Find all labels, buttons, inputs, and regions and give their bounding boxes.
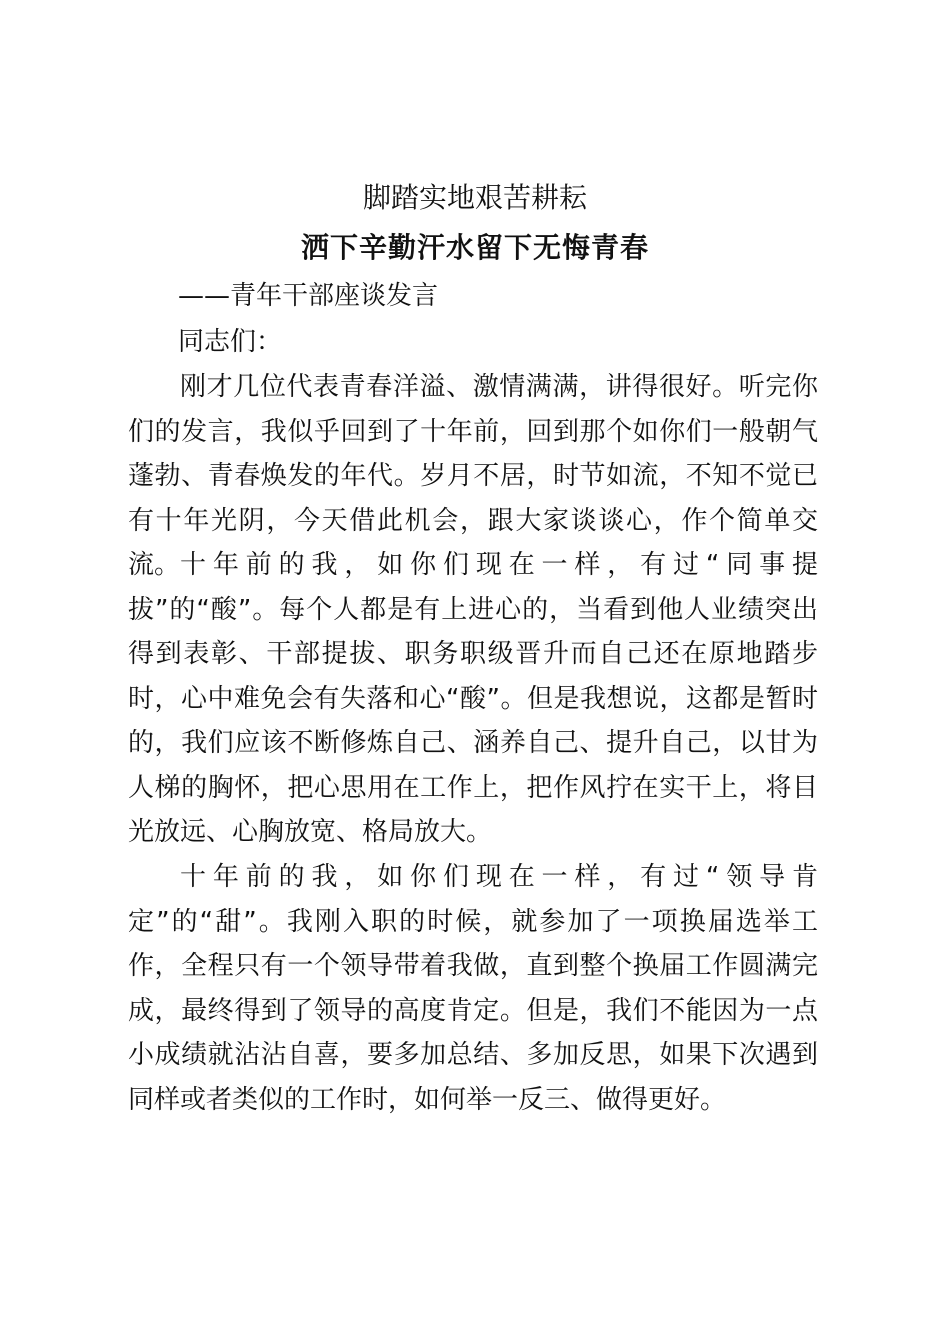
document-title: 脚踏实地艰苦耕耘 <box>362 181 587 214</box>
body-paragraph: 十年前的我，如你们现在一样，有过“同事提拔”的“酸”。每个人都是有上进心的，当看到他人业绩突出得到表彰、干部提拔、职务职级晋升而自己还在原地踏步时，心中难免会有失落和心“酸”。但是我想说，这都是暂时的，我们应该不断修炼自己、涵养自己、提升自己，以甘为人梯的胸怀，把心思用在工作上，把作风拧在实干上，将目光放远、心胸放宽、格局放大。 <box>128 550 818 847</box>
greeting: 同志们： <box>178 327 283 357</box>
document-subtitle: ——青年干部座谈发言 <box>178 281 439 311</box>
document-title-second-line: 洒下辛勤汗水留下无悔青春 <box>300 231 649 264</box>
body-paragraph: 十年前的我，如你们现在一样，有过“领导肯定”的“甜”。我刚入职的时候，就参加了一项换届选举工作，全程只有一个领导带着我做，直到整个换届工作圆满完成，最终得到了领导的高度肯定。但是，我们不能因为一点小成绩就沾沾自喜，要多加总结、多加反思，如果下次遇到同样或者类似的工作时，如何举一反三、做得更好。 <box>128 862 818 1115</box>
body-paragraph: 刚才几位代表青春洋溢、激情满满，讲得很好。听完你们的发言，我似乎回到了十年前，回到那个如你们一般朝气蓬勃、青春焕发的年代。岁月不居，时节如流，不知不觉已有十年光阴，今天借此机会，跟大家谈谈心，作个简单交流。 <box>128 372 818 580</box>
